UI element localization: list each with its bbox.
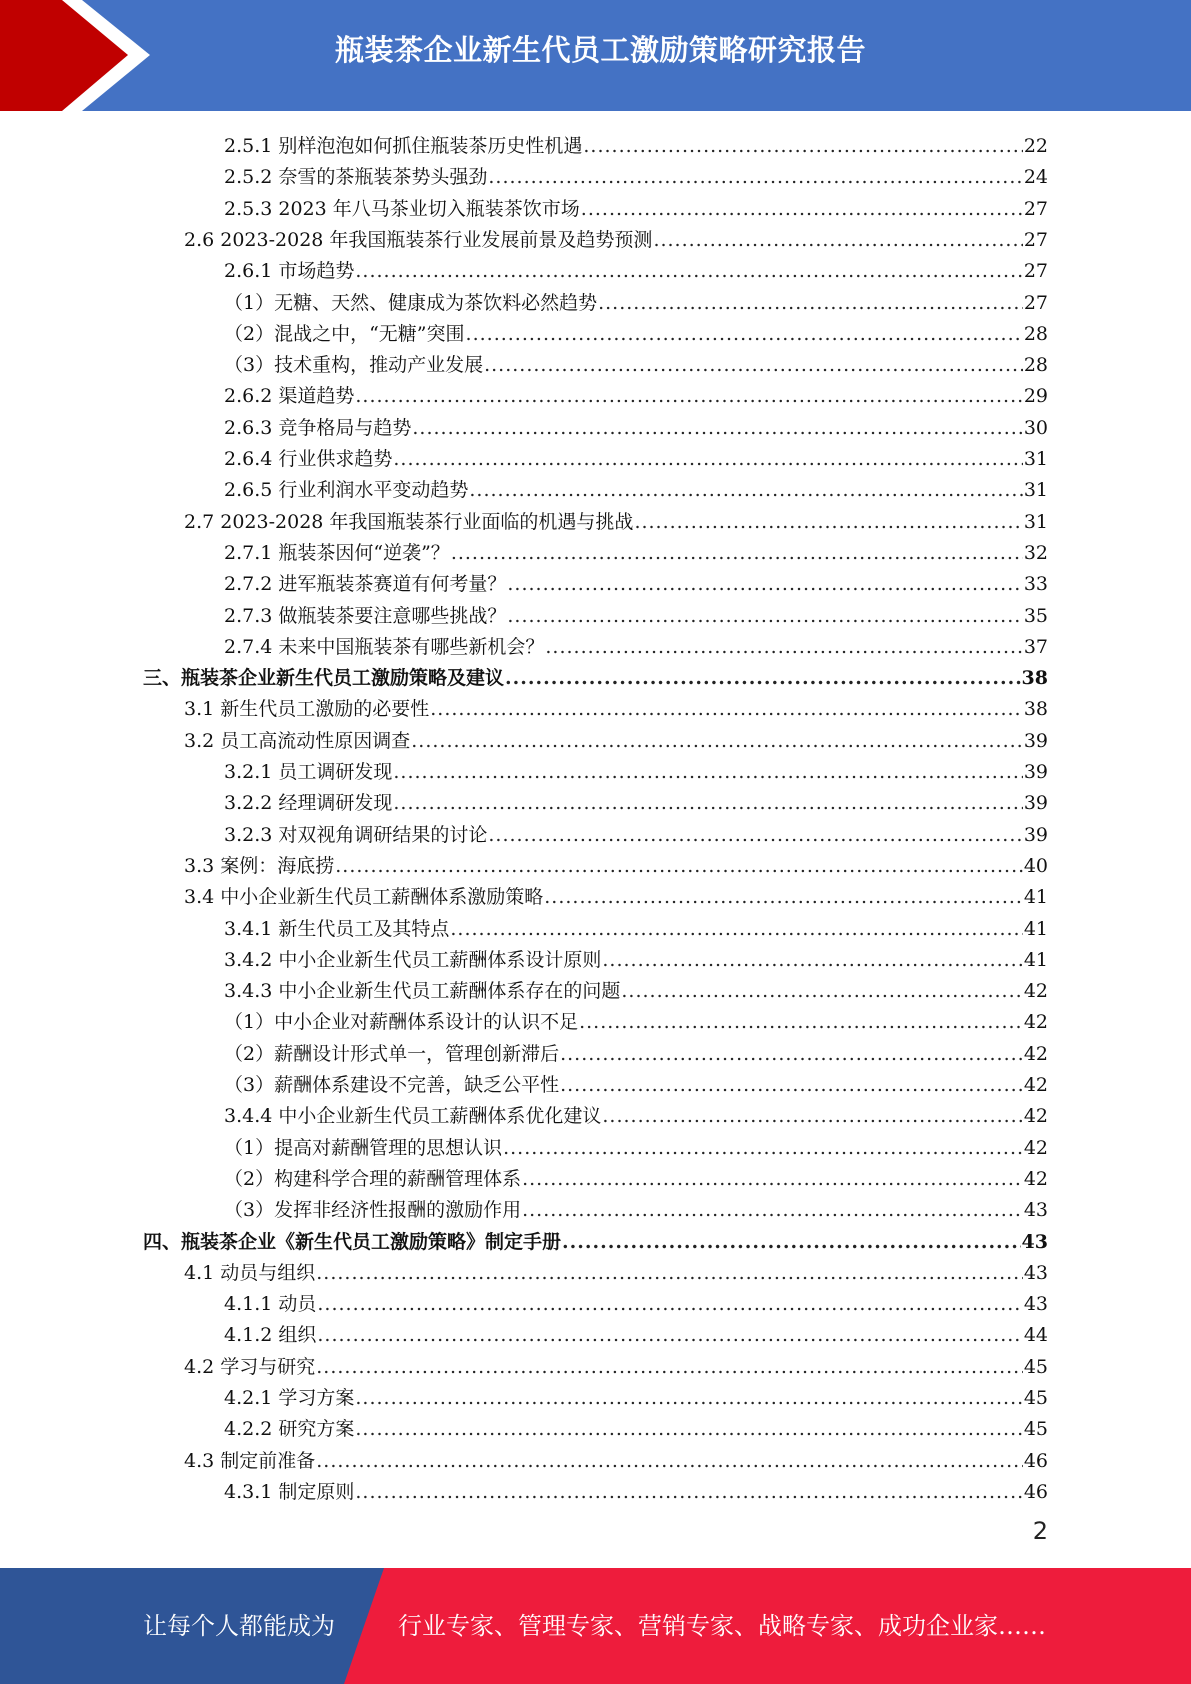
toc-entry-label: （1）无糖、天然、健康成为茶饮料必然趋势 bbox=[224, 291, 598, 314]
toc-dot-leader bbox=[583, 134, 1022, 158]
toc-entry-page: 43 bbox=[1023, 1199, 1048, 1222]
toc-entry[interactable] bbox=[224, 816, 1048, 847]
toc-entry-page: 46 bbox=[1023, 1449, 1048, 1472]
toc-entry-label: （1）中小企业对薪酬体系设计的认识不足 bbox=[224, 1011, 579, 1034]
toc-entry-page: 28 bbox=[1023, 322, 1048, 345]
toc-entry[interactable] bbox=[224, 377, 1048, 408]
toc-entry-label: 4.3.1 制定原则 bbox=[224, 1480, 355, 1503]
toc-entry[interactable] bbox=[224, 597, 1048, 628]
toc-entry[interactable] bbox=[143, 1223, 1048, 1254]
toc-entry-label: 2.6.3 竞争格局与趋势 bbox=[224, 416, 412, 439]
toc-entry-page: 43 bbox=[1023, 1293, 1048, 1316]
toc-entry[interactable] bbox=[224, 565, 1048, 596]
toc-entry-label: 四、瓶装茶企业《新生代员工激励策略》制定手册 bbox=[143, 1230, 562, 1253]
toc-dot-leader bbox=[355, 259, 1022, 283]
toc-entry-label: 4.2 学习与研究 bbox=[184, 1355, 316, 1378]
toc-entry-label: （1）提高对薪酬管理的思想认识 bbox=[224, 1136, 503, 1159]
toc-entry-label: 2.6.1 市场趋势 bbox=[224, 260, 355, 283]
toc-dot-leader bbox=[634, 510, 1022, 534]
toc-dot-leader bbox=[393, 447, 1022, 471]
page-number: 2 bbox=[1032, 1517, 1048, 1545]
toc-entry-page: 30 bbox=[1023, 416, 1048, 439]
toc-dot-leader bbox=[355, 384, 1022, 408]
toc-entry-page: 44 bbox=[1023, 1324, 1048, 1347]
toc-entry-page: 39 bbox=[1023, 761, 1048, 783]
toc-entry-page: 43 bbox=[1023, 1261, 1048, 1284]
toc-entry[interactable] bbox=[224, 158, 1048, 189]
toc-dot-leader bbox=[507, 604, 1022, 628]
toc-entry[interactable] bbox=[224, 190, 1048, 221]
toc-dot-leader bbox=[545, 635, 1022, 659]
toc-dot-leader bbox=[316, 1449, 1023, 1473]
toc-dot-leader bbox=[411, 729, 1023, 753]
toc-entry-label: 2.7.4 未来中国瓶装茶有哪些新机会？ bbox=[224, 635, 545, 658]
toc-entry[interactable] bbox=[224, 409, 1048, 440]
toc-entry-label: （3）发挥非经济性报酬的激励作用 bbox=[224, 1199, 522, 1222]
toc-entry-page: 39 bbox=[1023, 729, 1048, 752]
toc-entry-label: 3.2.1 员工调研发现 bbox=[224, 761, 393, 783]
toc-entry-page: 40 bbox=[1023, 854, 1048, 877]
toc-entry[interactable] bbox=[224, 1066, 1048, 1097]
toc-entry-label: （2）混战之中，“无糖”突围 bbox=[224, 322, 465, 345]
toc-entry-page: 45 bbox=[1023, 1387, 1048, 1409]
toc-entry[interactable] bbox=[224, 1035, 1048, 1066]
toc-entry-page: 42 bbox=[1023, 1167, 1048, 1190]
toc-dot-leader bbox=[581, 197, 1023, 221]
toc-entry-label: 2.6 2023-2028 年我国瓶装茶行业发展前景及趋势预测 bbox=[184, 228, 653, 251]
toc-entry[interactable] bbox=[224, 1410, 1048, 1441]
toc-dot-leader bbox=[562, 1230, 1021, 1254]
toc-entry[interactable] bbox=[224, 972, 1048, 1003]
toc-entry-label: 3.4.4 中小企业新生代员工薪酬体系优化建议 bbox=[224, 1105, 602, 1128]
toc-entry[interactable] bbox=[184, 1254, 1048, 1285]
toc-entry-label: 3.1 新生代员工激励的必要性 bbox=[184, 698, 430, 721]
toc-entry-label: 4.3 制定前准备 bbox=[184, 1449, 316, 1472]
toc-entry[interactable] bbox=[224, 440, 1048, 471]
toc-entry-page: 31 bbox=[1023, 479, 1048, 502]
toc-dot-leader bbox=[560, 1042, 1023, 1066]
toc-entry[interactable] bbox=[184, 1442, 1048, 1473]
toc-entry[interactable] bbox=[184, 221, 1048, 252]
toc-dot-leader bbox=[316, 1261, 1023, 1285]
toc-entry-label: 三、瓶装茶企业新生代员工激励策略及建议 bbox=[143, 667, 505, 690]
toc-entry-page: 22 bbox=[1023, 135, 1048, 157]
toc-entry[interactable] bbox=[224, 284, 1048, 315]
toc-entry-page: 45 bbox=[1023, 1418, 1048, 1441]
toc-entry[interactable] bbox=[224, 1129, 1048, 1160]
toc-entry-page: 45 bbox=[1023, 1355, 1048, 1378]
toc-entry-label: 2.7.3 做瓶装茶要注意哪些挑战？ bbox=[224, 604, 507, 627]
toc-dot-leader bbox=[484, 353, 1023, 377]
toc-entry[interactable] bbox=[224, 346, 1048, 377]
toc-entry-page: 32 bbox=[1023, 541, 1048, 564]
toc-dot-leader bbox=[602, 1104, 1022, 1128]
toc-entry-page: 42 bbox=[1023, 1074, 1048, 1096]
toc-dot-leader bbox=[316, 1355, 1023, 1379]
toc-entry-page: 27 bbox=[1023, 197, 1048, 220]
document-title: 瓶装茶企业新生代员工激励策略研究报告 bbox=[334, 33, 866, 67]
toc-dot-leader bbox=[355, 1480, 1022, 1504]
toc-entry[interactable] bbox=[224, 784, 1048, 815]
toc-dot-leader bbox=[393, 760, 1022, 784]
toc-entry-page: 29 bbox=[1023, 385, 1048, 408]
toc-dot-leader bbox=[317, 1323, 1022, 1347]
toc-entry[interactable] bbox=[224, 471, 1048, 502]
toc-entry-label: 4.1.2 组织 bbox=[224, 1324, 317, 1347]
toc-entry-label: 3.4.1 新生代员工及其特点 bbox=[224, 917, 450, 940]
toc-entry[interactable] bbox=[224, 1003, 1048, 1034]
toc-dot-leader bbox=[430, 697, 1023, 721]
toc-dot-leader bbox=[412, 416, 1022, 440]
toc-entry[interactable] bbox=[224, 753, 1048, 784]
toc-entry-page: 27 bbox=[1023, 291, 1048, 314]
toc-dot-leader bbox=[450, 917, 1022, 941]
toc-entry-label: 3.2 员工高流动性原因调查 bbox=[184, 729, 411, 752]
toc-entry[interactable] bbox=[224, 1473, 1048, 1504]
toc-entry[interactable] bbox=[224, 252, 1048, 283]
toc-entry-label: 3.2.3 对双视角调研结果的讨论 bbox=[224, 823, 488, 846]
toc-entry-label: 3.2.2 经理调研发现 bbox=[224, 792, 393, 815]
toc-entry[interactable] bbox=[224, 1160, 1048, 1191]
toc-entry[interactable] bbox=[184, 1348, 1048, 1379]
toc-entry[interactable] bbox=[184, 847, 1048, 878]
toc-entry-page: 28 bbox=[1023, 354, 1048, 377]
toc-entry[interactable] bbox=[224, 910, 1048, 941]
toc-entry-label: （2）构建科学合理的薪酬管理体系 bbox=[224, 1167, 522, 1190]
toc-entry[interactable] bbox=[224, 1191, 1048, 1222]
toc-entry-page: 27 bbox=[1023, 260, 1048, 283]
toc-entry[interactable] bbox=[224, 1097, 1048, 1128]
toc-entry[interactable] bbox=[224, 1285, 1048, 1316]
toc-entry-page: 33 bbox=[1023, 573, 1048, 596]
toc-entry-page: 42 bbox=[1023, 980, 1048, 1003]
toc-entry-page: 35 bbox=[1023, 604, 1048, 627]
toc-entry[interactable] bbox=[224, 534, 1048, 565]
toc-dot-leader bbox=[335, 854, 1023, 878]
toc-entry-page: 31 bbox=[1023, 448, 1048, 470]
toc-entry-label: （2）薪酬设计形式单一，管理创新滞后 bbox=[224, 1042, 560, 1065]
toc-entry[interactable] bbox=[143, 659, 1048, 690]
toc-entry-label: 3.3 案例：海底捞 bbox=[184, 854, 335, 877]
toc-dot-leader bbox=[488, 823, 1022, 847]
toc-entry[interactable] bbox=[224, 127, 1048, 158]
toc-entry-page: 31 bbox=[1023, 510, 1048, 533]
toc-entry-page: 38 bbox=[1023, 698, 1048, 721]
toc-dot-leader bbox=[621, 979, 1022, 1003]
toc-entry[interactable] bbox=[184, 503, 1048, 534]
toc-entry-page: 27 bbox=[1023, 228, 1048, 251]
toc-entry-label: 2.5.1 别样泡泡如何抓住瓶装茶历史性机遇 bbox=[224, 135, 583, 157]
toc-entry-page: 42 bbox=[1023, 1136, 1048, 1159]
toc-entry-page: 41 bbox=[1023, 917, 1048, 940]
toc-entry-page: 42 bbox=[1023, 1011, 1048, 1034]
toc-entry-page: 39 bbox=[1023, 823, 1048, 846]
toc-dot-leader bbox=[355, 1386, 1022, 1410]
toc-entry[interactable] bbox=[224, 1379, 1048, 1410]
toc-entry-label: 3.4.2 中小企业新生代员工薪酬体系设计原则 bbox=[224, 948, 602, 971]
toc-entry-label: （3）薪酬体系建设不完善，缺乏公平性 bbox=[224, 1074, 560, 1096]
toc-dot-leader bbox=[544, 885, 1023, 909]
footer-slogan-left: 让每个人都能成为 bbox=[143, 1612, 335, 1640]
toc-entry-label: 2.5.2 奈雪的茶瓶装茶势头强劲 bbox=[224, 166, 488, 189]
toc-dot-leader bbox=[522, 1167, 1023, 1191]
toc-entry-label: 4.1.1 动员 bbox=[224, 1293, 317, 1316]
toc-entry[interactable] bbox=[224, 1316, 1048, 1347]
toc-entry-label: 3.4.3 中小企业新生代员工薪酬体系存在的问题 bbox=[224, 980, 621, 1003]
toc-entry[interactable] bbox=[224, 315, 1048, 346]
toc-entry[interactable] bbox=[224, 941, 1048, 972]
page-footer bbox=[0, 1568, 1191, 1684]
toc-entry-page: 38 bbox=[1021, 667, 1048, 690]
toc-dot-leader bbox=[560, 1073, 1023, 1097]
toc-entry-page: 42 bbox=[1023, 1105, 1048, 1128]
toc-entry-page: 42 bbox=[1023, 1042, 1048, 1065]
toc-entry[interactable] bbox=[224, 628, 1048, 659]
toc-entry-page: 41 bbox=[1023, 886, 1048, 909]
toc-entry[interactable] bbox=[184, 690, 1048, 721]
toc-entry-label: 2.5.3 2023 年八马茶业切入瓶装茶饮市场 bbox=[224, 197, 580, 220]
toc-dot-leader bbox=[355, 1417, 1022, 1441]
toc-entry-label: 2.6.4 行业供求趋势 bbox=[224, 448, 393, 470]
toc-entry[interactable] bbox=[184, 722, 1048, 753]
toc-dot-leader bbox=[505, 666, 1021, 690]
toc-entry-label: 4.1 动员与组织 bbox=[184, 1261, 316, 1284]
toc-entry-label: 3.4 中小企业新生代员工薪酬体系激励策略 bbox=[184, 886, 544, 909]
toc-dot-leader bbox=[451, 541, 1023, 565]
toc-dot-leader bbox=[507, 572, 1022, 596]
toc-dot-leader bbox=[598, 291, 1023, 315]
toc-dot-leader bbox=[522, 1198, 1023, 1222]
footer-slogan-right: 行业专家、管理专家、营销专家、战略专家、成功企业家…… bbox=[398, 1612, 1046, 1640]
toc-dot-leader bbox=[503, 1136, 1023, 1160]
toc-dot-leader bbox=[488, 165, 1022, 189]
toc-entry-label: 4.2.1 学习方案 bbox=[224, 1387, 355, 1409]
toc-dot-leader bbox=[466, 322, 1023, 346]
toc-dot-leader bbox=[469, 478, 1022, 502]
toc-entry-page: 37 bbox=[1023, 635, 1048, 658]
toc-entry-page: 41 bbox=[1023, 948, 1048, 971]
toc-entry-label: 4.2.2 研究方案 bbox=[224, 1418, 355, 1441]
toc-entry-label: 2.7.2 进军瓶装茶赛道有何考量？ bbox=[224, 573, 507, 596]
toc-entry-page: 24 bbox=[1023, 166, 1048, 189]
toc-entry-label: （3）技术重构，推动产业发展 bbox=[224, 354, 484, 377]
toc-dot-leader bbox=[393, 791, 1022, 815]
toc-entry-label: 2.7 2023-2028 年我国瓶装茶行业面临的机遇与挑战 bbox=[184, 510, 634, 533]
toc-entry-page: 43 bbox=[1021, 1230, 1048, 1253]
toc-entry-label: 2.6.5 行业利润水平变动趋势 bbox=[224, 479, 469, 502]
toc-entry-label: 2.6.2 渠道趋势 bbox=[224, 385, 355, 408]
toc-dot-leader bbox=[579, 1010, 1023, 1034]
toc-entry[interactable] bbox=[184, 878, 1048, 909]
toc-dot-leader bbox=[602, 948, 1022, 972]
page-header bbox=[0, 0, 1191, 111]
toc-entry-label: 2.7.1 瓶装茶因何“逆袭”？ bbox=[224, 541, 450, 564]
toc-dot-leader bbox=[653, 228, 1022, 252]
toc-entry-page: 39 bbox=[1023, 792, 1048, 815]
toc-entry-page: 46 bbox=[1023, 1480, 1048, 1503]
toc-dot-leader bbox=[317, 1292, 1022, 1316]
